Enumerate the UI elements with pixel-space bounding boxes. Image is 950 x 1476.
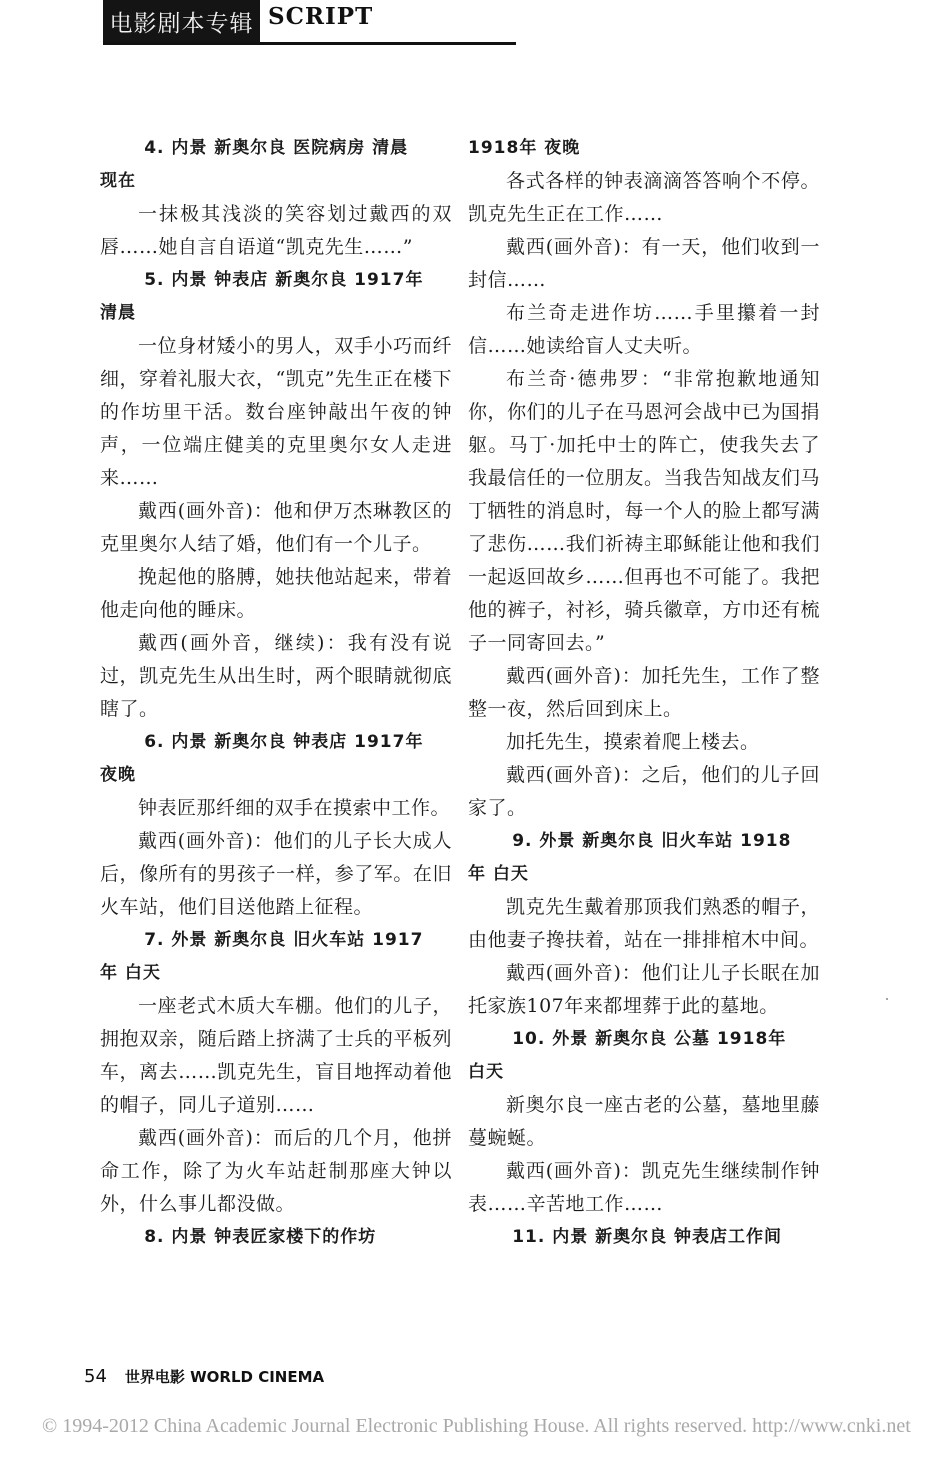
scene-heading: 夜晚 [100,765,136,785]
section-label-en: SCRIPT [268,3,374,30]
scene-heading: 白天 [468,1062,504,1082]
scene-heading: 11. 内景 新奥尔良 钟表店工作间 [512,1227,783,1247]
scene-heading: 6. 内景 新奥尔良 钟表店 1917年 [144,732,424,752]
left-column [100,132,452,1254]
page-footer [84,1366,324,1387]
script-paragraph: 戴西(画外音，继续)：我有没有说过，凯克先生从出生时，两个眼睛就彻底瞎了。 [100,632,452,720]
scene-heading: 4. 内景 新奥尔良 医院病房 清晨 [144,138,409,158]
script-paragraph: 戴西(画外音)：而后的几个月，他拼命工作，除了为火车站赶制那座大钟以外，什么事儿都没做。 [100,1127,452,1215]
script-paragraph: 钟表匠那纤细的双手在摸索中工作。 [138,797,451,819]
script-paragraph: 戴西(画外音)：凯克先生继续制作钟表……辛苦地工作…… [468,1160,820,1215]
script-paragraph: 戴西(画外音)：有一天，他们收到一封信…… [468,236,820,291]
script-paragraph: 戴西(画外音)：之后，他们的儿子回家了。 [468,764,820,819]
scene-heading: 5. 内景 钟表店 新奥尔良 1917年 [144,270,424,290]
section-header [103,0,373,42]
page-number: 54 [84,1366,107,1387]
journal-name: 世界电影 WORLD CINEMA [124,1368,325,1386]
copyright-notice: © 1994-2012 China Academic Journal Electronic Publishing House. All rights reserved. http://www.cnki.net [42,1415,911,1437]
script-paragraph: 新奥尔良一座古老的公墓，墓地里藤蔓蜿蜒。 [468,1094,820,1149]
right-column [468,132,820,1254]
scene-heading: 7. 外景 新奥尔良 旧火车站 1917 [144,930,424,950]
scene-heading: 年 白天 [468,864,529,884]
script-paragraph: 布兰奇·德弗罗：“非常抱歉地通知你，你们的儿子在马恩河会战中已为国捐躯。马丁·加托中士的阵亡，使我失去了我最信任的一位朋友。当我告知战友们马丁牺牲的消息时，每一个人的脸上都写满了悲伤……我们祈祷主耶稣能让他和我们一起返回故乡……但再也不可能了。我把他的裤子，衬衫，骑兵徽章，方巾还有梳子一同寄回去。” [468,368,820,654]
script-paragraph: 戴西(画外音)：他们的儿子长大成人后，像所有的男孩子一样，参了军。在旧火车站，他们目送他踏上征程。 [100,830,452,918]
script-paragraph: 布兰奇走进作坊……手里攥着一封信……她读给盲人丈夫听。 [468,302,820,357]
scene-heading: 9. 外景 新奥尔良 旧火车站 1918 [512,831,792,851]
script-paragraph: 一位身材矮小的男人，双手小巧而纤细，穿着礼服大衣，“凯克”先生正在楼下的作坊里干活。数台座钟敲出午夜的钟声，一位端庄健美的克里奥尔女人走进来…… [100,335,452,489]
script-paragraph: 戴西(画外音)：他们让儿子长眠在加托家族107年来都埋葬于此的墓地。 [468,962,820,1017]
script-paragraph: 戴西(画外音)：加托先生，工作了整整一夜，然后回到床上。 [468,665,820,720]
scene-heading: 1918年 夜晚 [468,138,581,158]
script-paragraph: 凯克先生戴着那顶我们熟悉的帽子，由他妻子搀扶着，站在一排排棺木中间。 [468,896,820,951]
script-paragraph: 加托先生，摸索着爬上楼去。 [506,731,760,753]
section-label-cn: 电影剧本专辑 [103,0,260,42]
script-paragraph: 一抹极其浅淡的笑容划过戴西的双唇……她自言自语道“凯克先生……” [100,203,452,258]
scene-heading: 年 白天 [100,963,161,983]
header-rule [103,42,516,45]
scene-heading: 8. 内景 钟表匠家楼下的作坊 [144,1227,377,1247]
script-paragraph: 戴西(画外音)：他和伊万杰琳教区的克里奥尔人结了婚，他们有一个儿子。 [100,500,452,555]
scene-heading: 10. 外景 新奥尔良 公墓 1918年 [512,1029,787,1049]
script-paragraph: 各式各样的钟表滴滴答答响个不停。凯克先生正在工作…… [468,170,820,225]
script-paragraph: 一座老式木质大车棚。他们的儿子，拥抱双亲，随后踏上挤满了士兵的平板列车，离去……凯克先生，盲目地挥动着他的帽子，同儿子道别…… [100,995,452,1116]
scan-speck [886,998,888,1000]
scene-heading: 现在 [100,171,136,191]
script-paragraph: 挽起他的胳膊，她扶他站起来，带着他走向他的睡床。 [100,566,452,621]
scene-heading: 清晨 [100,303,136,323]
